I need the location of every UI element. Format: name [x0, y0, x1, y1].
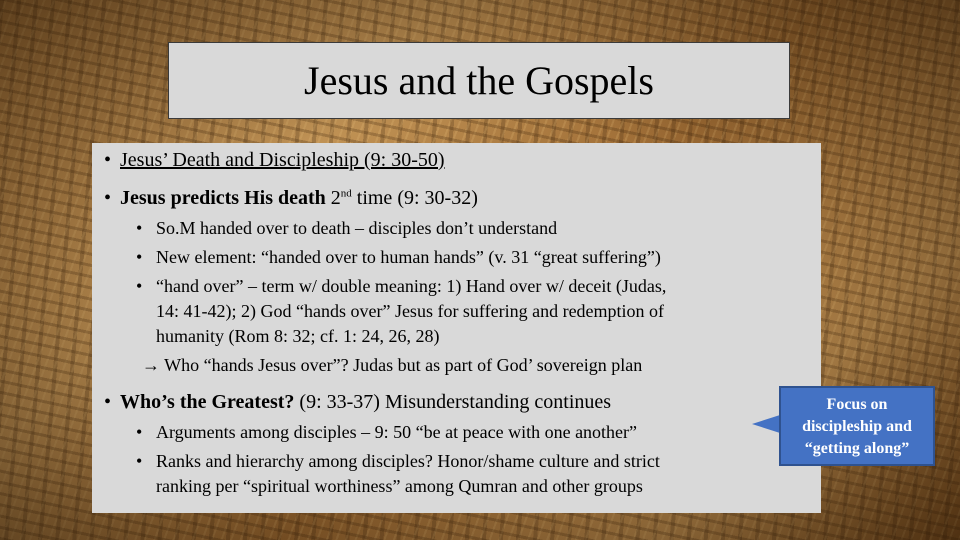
sub-bullet-ranks-1: Ranks and hierarchy among disciples? Honor/shame culture and strict	[156, 451, 660, 471]
sub-bullet-arguments: Arguments among disciples – 9: 50 “be at peace with one another”	[156, 422, 638, 442]
content-box	[92, 143, 821, 513]
ordinal-suffix: nd	[340, 187, 352, 200]
sub-bullet-hand-over-2: 14: 41-42); 2) God “hands over” Jesus for suffering and redemption of	[156, 301, 665, 321]
sub-bullet-new-element: New element: “handed over to human hands” (v. 31 “great suffering”)	[156, 247, 661, 267]
arrow-text: Who “hands Jesus over”? Judas but as part of God’ sovereign plan	[160, 355, 643, 375]
callout-line: discipleship and	[802, 418, 912, 435]
sub-bullet-ranks-2: ranking per “spiritual worthiness” among Qumran and other groups	[156, 476, 643, 496]
bullet-greatest	[120, 391, 611, 414]
callout-box	[779, 386, 935, 466]
bullet-predicts-death	[120, 187, 478, 210]
bullet-icon: •	[104, 149, 112, 171]
bullet-icon: •	[136, 218, 143, 238]
bullet-icon: •	[136, 247, 143, 267]
arrow-line	[142, 355, 642, 376]
sub-bullet-hand-over-3: humanity (Rom 8: 32; cf. 1: 24, 26, 28)	[156, 326, 440, 346]
callout-line: Focus on	[826, 396, 888, 413]
callout-line: “getting along”	[804, 440, 910, 457]
bold-phrase: Jesus predicts His death	[120, 187, 326, 209]
bullet-icon: •	[136, 422, 143, 442]
reference-text: (9: 33-37) Misunderstanding continues	[294, 391, 612, 413]
bullet-icon: •	[104, 391, 112, 413]
bullet-icon: •	[136, 451, 143, 471]
title-box	[168, 42, 790, 119]
bullet-discipleship: Jesus’ Death and Discipleship (9: 30-50)	[120, 149, 445, 171]
sub-bullet-son-of-man: So.M handed over to death – disciples don’t understand	[156, 218, 558, 238]
bold-phrase: Who’s the Greatest?	[120, 391, 295, 413]
ordinal-number: 2	[325, 187, 341, 209]
bullet-icon: •	[136, 276, 143, 296]
reference-text: time (9: 30-32)	[351, 187, 478, 209]
slide-title: Jesus and the Gospels	[304, 58, 654, 103]
arrow-icon: →	[142, 355, 160, 375]
bullet-icon: •	[104, 187, 112, 209]
callout-pointer	[752, 415, 780, 433]
sub-bullet-hand-over-1: “hand over” – term w/ double meaning: 1) Hand over w/ deceit (Judas,	[156, 276, 667, 296]
